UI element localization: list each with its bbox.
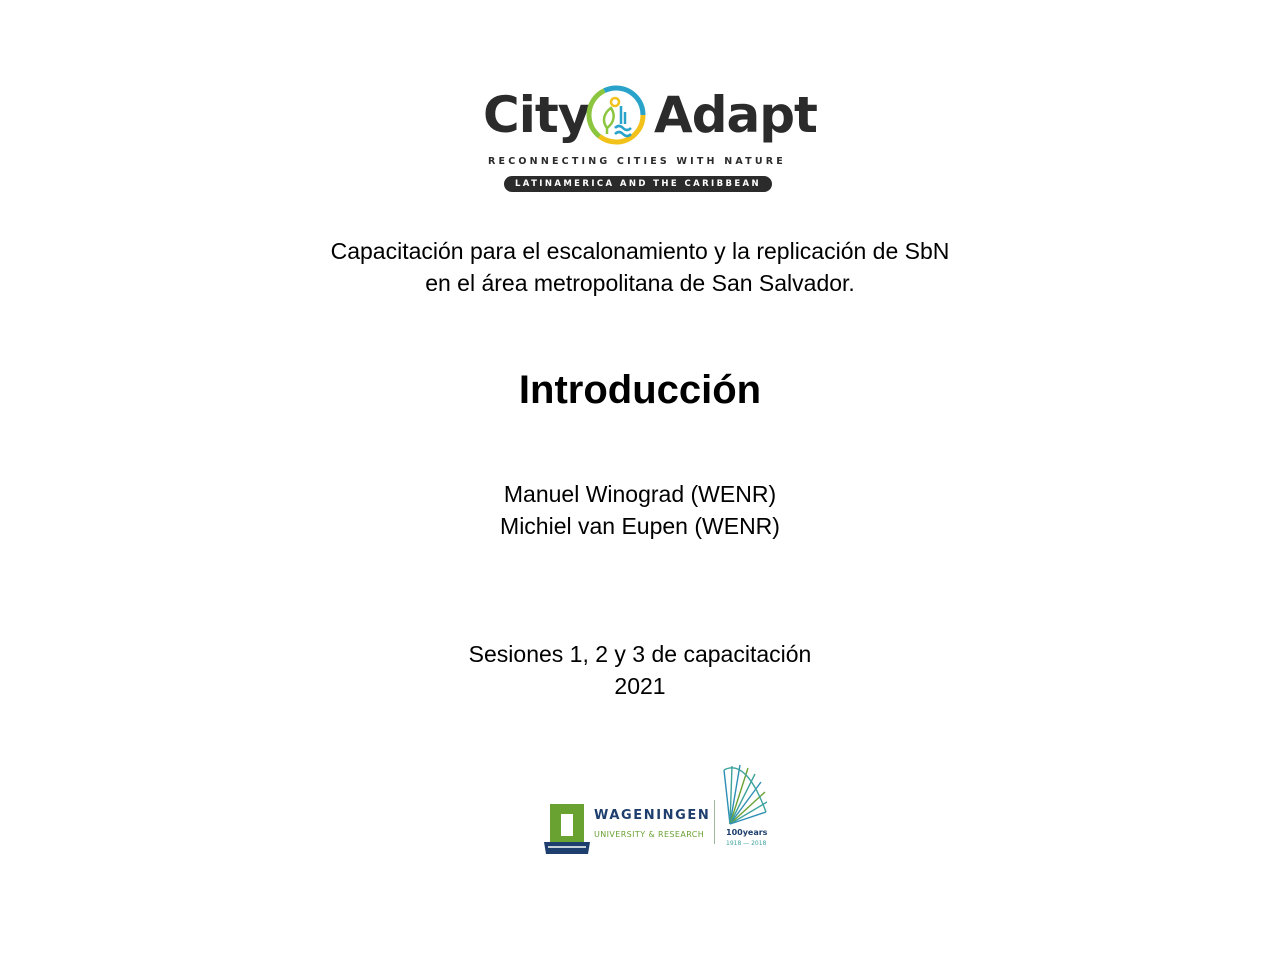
session-text: Sesiones 1, 2 y 3 de capacitación — [468, 641, 812, 667]
cityadapt-word-city: City — [483, 86, 590, 144]
anniversary-years: 1918 — 2018 — [726, 840, 767, 847]
author-line-2: Michiel van Eupen (WENR) — [500, 513, 780, 539]
cityadapt-region-band: LATINAMERICA AND THE CARIBBEAN — [504, 176, 772, 192]
subtitle-line-1: Capacitación para el escalonamiento y la replicación de SbN — [330, 238, 950, 264]
wageningen-logo — [542, 762, 778, 858]
anniversary-fan-icon — [720, 764, 768, 826]
cityadapt-logo — [480, 82, 817, 194]
logo-divider — [714, 800, 715, 844]
cityadapt-tagline: RECONNECTING CITIES WITH NATURE — [488, 156, 786, 167]
anniversary-label: 100years — [726, 828, 768, 837]
subtitle-line-2: en el área metropolitana de San Salvador. — [425, 270, 855, 296]
author-line-1: Manuel Winograd (WENR) — [503, 481, 777, 507]
cityadapt-emblem-icon — [585, 84, 647, 146]
page-title: Introducción — [518, 368, 762, 412]
cityadapt-word-adapt: Adapt — [654, 86, 817, 144]
wageningen-name: WAGENINGEN — [594, 808, 711, 823]
wageningen-shield-icon — [544, 804, 590, 856]
wageningen-subtitle: UNIVERSITY & RESEARCH — [594, 830, 705, 839]
year-text: 2021 — [614, 673, 666, 699]
